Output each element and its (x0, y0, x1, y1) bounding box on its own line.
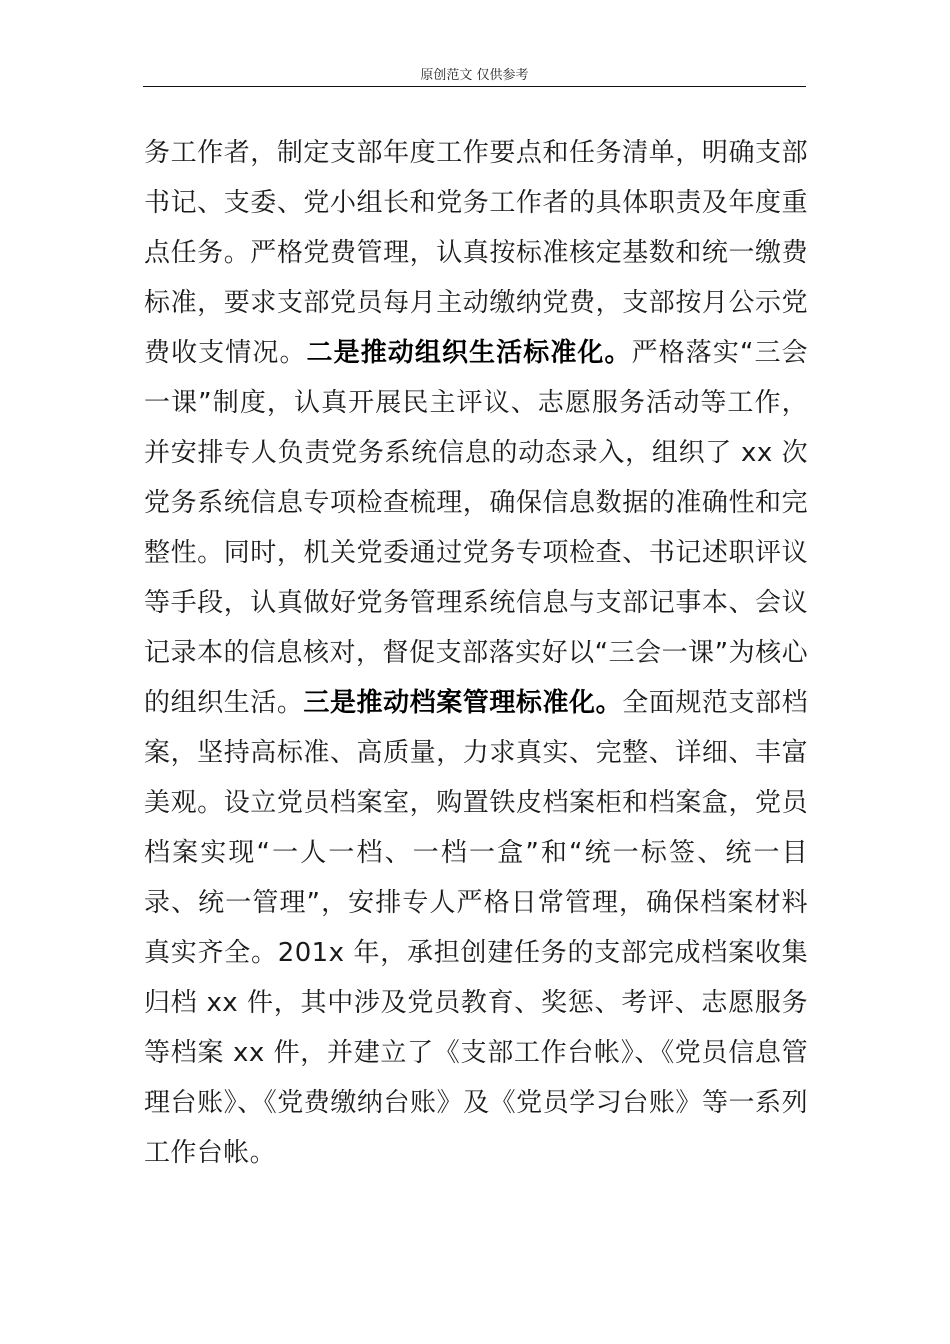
body-text-segment-1: 务工作者，制定支部年度工作要点和任务清单，明确支部书记、支委、党小组长和党务工作者的具体职责及年度重点任务。严格党费管理，认真按标准核定基数和统一缴费标准，要求支部党员每月主动缴纳党费，支部按月公示党费收支情况。 (144, 138, 808, 368)
body-paragraph (144, 128, 808, 1178)
bold-heading-2: 二是推动组织生活标准化。 (306, 338, 632, 368)
bold-heading-3: 三是推动档案管理标准化。 (303, 688, 623, 718)
body-text-segment-3: 全面规范支部档案，坚持高标准、高质量，力求真实、完整、详细、丰富美观。设立党员档案室，购置铁皮档案柜和档案盒，党员档案实现“一人一档、一档一盒”和“统一标签、统一目录、统一管理”，安排专人严格日常管理，确保档案材料真实齐全。201x 年，承担创建任务的支部完成档案收集归档 xx 件，其中涉及党员教育、奖惩、考评、志愿服务等档案 xx 件，并建立了《支部工作台帐》、《党员信息管理台账》、《党费缴纳台账》及《党员学习台账》等一系列工作台帐。 (144, 688, 808, 1168)
body-text-segment-2: 严格落实“三会一课”制度，认真开展民主评议、志愿服务活动等工作，并安排专人负责党务系统信息的动态录入，组织了 xx 次党务系统信息专项检查梳理，确保信息数据的准确性和完整性。同时，机关党委通过党务专项检查、书记述职评议等手段，认真做好党务管理系统信息与支部记事本、会议记录本的信息核对，督促支部落实好以“三会一课”为核心的组织生活。 (144, 338, 808, 718)
page-header: 原创范文 仅供参考 (420, 68, 529, 83)
header-divider (143, 86, 806, 87)
